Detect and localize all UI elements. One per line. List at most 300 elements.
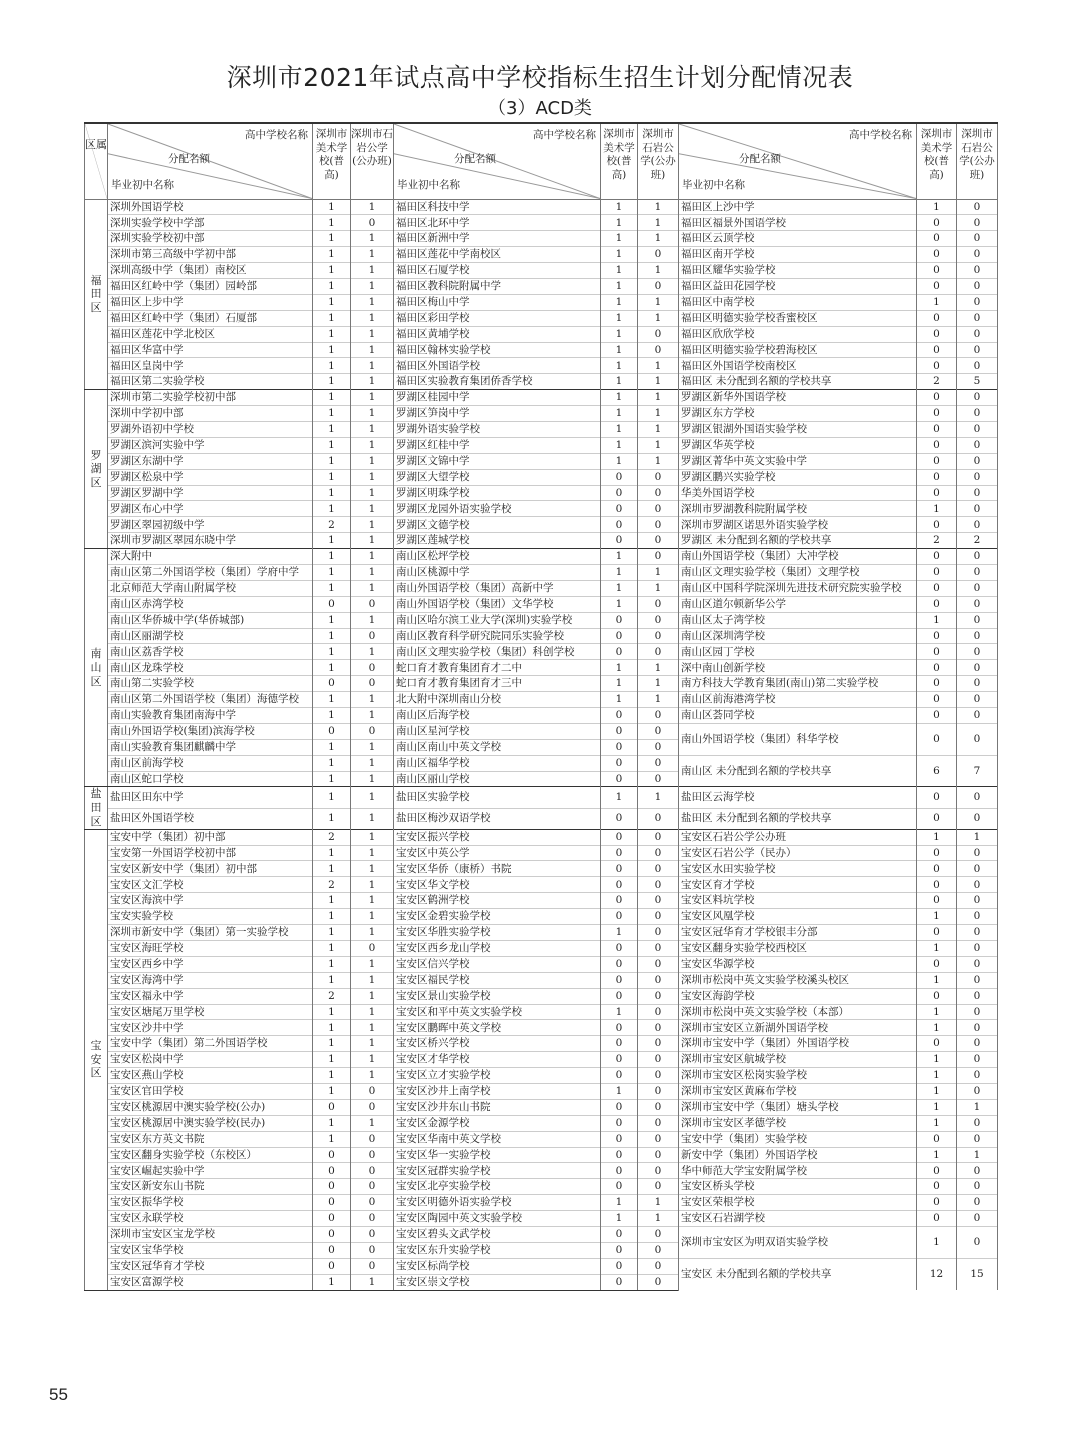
quota-art-cell: 0 (601, 1020, 638, 1036)
table-row (85, 453, 998, 469)
quota-art-cell: 0 (917, 988, 957, 1004)
quota-art-cell: 0 (917, 278, 957, 294)
school-name-cell: 宝安区风凰学校 (679, 909, 917, 925)
quota-shiyan-cell: 0 (957, 644, 998, 660)
quota-shiyan-cell: 1 (957, 1099, 998, 1115)
quota-art-cell: 1 (313, 861, 351, 877)
quota-art-cell: 1 (313, 390, 351, 406)
table-row (85, 517, 998, 533)
quota-art-cell: 1 (917, 1226, 957, 1258)
quota-shiyan-cell: 0 (638, 278, 679, 294)
quota-art-cell: 1 (313, 660, 351, 676)
quota-art-cell: 0 (917, 787, 957, 808)
table-row (85, 278, 998, 294)
table-header (85, 123, 998, 199)
school-name-cell: 南山区哈尔滨工业大学(深圳)实验学校 (394, 612, 601, 628)
quota-shiyan-cell: 1 (638, 374, 679, 390)
quota-shiyan-cell: 0 (957, 358, 998, 374)
school-name-cell: 深圳市宝安中学（集团）外国语学校 (679, 1036, 917, 1052)
table-row (85, 1163, 998, 1179)
quota-shiyan-cell: 1 (351, 644, 394, 660)
quota-art-cell: 0 (601, 755, 638, 771)
quota-art-cell: 0 (917, 1131, 957, 1147)
school-name-cell: 宝安区桃源居中澳实验学校(公办) (108, 1099, 313, 1115)
col-header-art: 深圳市美术学校(普高) (601, 123, 638, 199)
table-row (85, 485, 998, 501)
quota-art-cell: 1 (917, 1083, 957, 1099)
quota-art-cell: 1 (917, 1052, 957, 1068)
quota-art-cell: 0 (917, 708, 957, 724)
district-cell: 福 田 区 (85, 199, 108, 390)
quota-art-cell: 1 (313, 549, 351, 565)
quota-shiyan-cell: 0 (957, 199, 998, 215)
quota-shiyan-cell: 0 (957, 861, 998, 877)
quota-art-cell: 2 (313, 829, 351, 845)
quota-shiyan-cell: 1 (351, 549, 394, 565)
quota-table (84, 122, 998, 1291)
school-name-cell: 罗湖区布心中学 (108, 501, 313, 517)
quota-shiyan-cell: 0 (638, 1020, 679, 1036)
quota-shiyan-cell: 0 (351, 1099, 394, 1115)
quota-shiyan-cell: 0 (638, 893, 679, 909)
quota-art-cell: 0 (601, 956, 638, 972)
quota-shiyan-cell: 1 (351, 988, 394, 1004)
quota-art-cell: 0 (917, 247, 957, 263)
quota-art-cell: 1 (917, 1068, 957, 1084)
quota-shiyan-cell: 0 (351, 1131, 394, 1147)
quota-art-cell: 1 (313, 263, 351, 279)
table-row (85, 676, 998, 692)
table-row (85, 215, 998, 231)
school-name-cell: 深圳实验学校中学部 (108, 215, 313, 231)
school-name-cell: 福田区上步中学 (108, 294, 313, 310)
quota-shiyan-cell: 0 (957, 692, 998, 708)
school-name-cell: 南山外国语学校（集团）大冲学校 (679, 549, 917, 565)
school-name-cell: 宝安区北亭实验学校 (394, 1179, 601, 1195)
school-name-cell: 深大附中 (108, 549, 313, 565)
quota-art-cell: 0 (917, 564, 957, 580)
quota-shiyan-cell: 1 (351, 861, 394, 877)
quota-shiyan-cell: 0 (638, 596, 679, 612)
quota-shiyan-cell: 0 (957, 406, 998, 422)
quota-shiyan-cell: 0 (351, 1258, 394, 1274)
school-name-cell: 南山区桃源中学 (394, 564, 601, 580)
table-row (85, 1131, 998, 1147)
quota-shiyan-cell: 0 (957, 1163, 998, 1179)
school-name-cell: 罗湖区华英学校 (679, 437, 917, 453)
quota-art-cell: 2 (917, 374, 957, 390)
quota-art-cell: 0 (917, 1211, 957, 1227)
quota-shiyan-cell: 0 (638, 628, 679, 644)
quota-art-cell: 0 (601, 533, 638, 549)
quota-shiyan-cell: 0 (957, 580, 998, 596)
quota-art-cell: 0 (601, 1036, 638, 1052)
quota-shiyan-cell: 1 (351, 342, 394, 358)
quota-art-cell: 0 (601, 1099, 638, 1115)
school-name-cell: 福田区教科院附属中学 (394, 278, 601, 294)
school-name-cell: 宝安区新安东山书院 (108, 1179, 313, 1195)
quota-art-cell: 1 (917, 199, 957, 215)
school-name-cell: 宝安区和平中英文实验学校 (394, 1004, 601, 1020)
quota-art-cell: 1 (313, 1083, 351, 1099)
quota-art-cell: 1 (313, 909, 351, 925)
quota-shiyan-cell: 5 (957, 374, 998, 390)
quota-art-cell: 1 (601, 390, 638, 406)
quota-shiyan-cell: 1 (351, 972, 394, 988)
quota-shiyan-cell: 1 (351, 956, 394, 972)
school-name-cell: 南山区南山中英文学校 (394, 739, 601, 755)
table-row (85, 1179, 998, 1195)
school-name-cell: 宝安区华一实验学校 (394, 1147, 601, 1163)
quota-shiyan-cell: 1 (351, 925, 394, 941)
quota-art-cell: 0 (601, 1274, 638, 1290)
quota-art-cell: 1 (313, 787, 351, 808)
school-name-cell: 福田区南开学校 (679, 247, 917, 263)
school-name-cell: 南山区福华学校 (394, 755, 601, 771)
school-name-cell: 蛇口育才教育集团育才三中 (394, 676, 601, 692)
quota-shiyan-cell: 1 (351, 739, 394, 755)
quota-shiyan-cell: 0 (638, 1099, 679, 1115)
quota-art-cell: 0 (313, 596, 351, 612)
school-name-cell: 深圳市松岗中英文实验学校溪头校区 (679, 972, 917, 988)
school-name-cell: 盐田区外国语学校 (108, 808, 313, 829)
quota-shiyan-cell: 0 (957, 972, 998, 988)
quota-shiyan-cell: 0 (957, 940, 998, 956)
quota-art-cell: 1 (313, 421, 351, 437)
school-name-cell: 福田区欣欣学校 (679, 326, 917, 342)
table-row (85, 861, 998, 877)
quota-art-cell: 1 (313, 1115, 351, 1131)
quota-art-cell: 0 (313, 1179, 351, 1195)
table-row (85, 1211, 998, 1227)
school-name-cell: 南山区赤湾学校 (108, 596, 313, 612)
quota-art-cell: 0 (601, 893, 638, 909)
quota-art-cell: 1 (313, 501, 351, 517)
quota-art-cell: 0 (917, 893, 957, 909)
quota-art-cell: 1 (313, 1020, 351, 1036)
quota-shiyan-cell: 0 (351, 1147, 394, 1163)
school-name-cell: 南山区荔香学校 (108, 644, 313, 660)
quota-shiyan-cell: 1 (351, 501, 394, 517)
table-row (85, 808, 998, 829)
table-row (85, 1004, 998, 1020)
school-name-cell: 宝安区海旺学校 (108, 940, 313, 956)
quota-shiyan-cell: 0 (638, 326, 679, 342)
quota-shiyan-cell: 0 (957, 1195, 998, 1211)
quota-art-cell: 0 (601, 972, 638, 988)
quota-art-cell: 0 (601, 909, 638, 925)
quota-art-cell: 1 (313, 1274, 351, 1290)
school-name-cell: 宝安区华南中英文学校 (394, 1131, 601, 1147)
quota-art-cell: 1 (313, 437, 351, 453)
school-name-cell: 宝安区石岩湖学校 (679, 1211, 917, 1227)
school-name-cell: 福田区彩田学校 (394, 310, 601, 326)
quota-art-cell: 0 (917, 421, 957, 437)
quota-art-cell: 0 (313, 1099, 351, 1115)
quota-art-cell: 0 (601, 723, 638, 739)
table-row (85, 660, 998, 676)
col-header-shiyan: 深圳市石岩公学(公办班) (351, 123, 394, 199)
quota-shiyan-cell: 0 (638, 549, 679, 565)
quota-art-cell: 1 (313, 893, 351, 909)
school-name-cell: 宝安区海湾中学 (108, 972, 313, 988)
quota-art-cell: 0 (601, 1258, 638, 1274)
quota-shiyan-cell: 0 (957, 247, 998, 263)
school-name-cell: 宝安区荣根学校 (679, 1195, 917, 1211)
school-name-cell: 南山区松坪学校 (394, 549, 601, 565)
quota-shiyan-cell: 0 (957, 1020, 998, 1036)
table-row (85, 1083, 998, 1099)
school-name-cell: 罗湖区红桂中学 (394, 437, 601, 453)
quota-art-cell: 1 (313, 972, 351, 988)
quota-art-cell: 0 (601, 1179, 638, 1195)
table-row (85, 893, 998, 909)
quota-art-cell: 1 (601, 787, 638, 808)
quota-art-cell: 0 (917, 628, 957, 644)
quota-shiyan-cell: 0 (957, 1036, 998, 1052)
school-name-cell: 南山区蛇口学校 (108, 771, 313, 787)
school-name-cell: 宝安区水田实验学校 (679, 861, 917, 877)
school-name-cell: 宝安区桥兴学校 (394, 1036, 601, 1052)
quota-art-cell: 1 (313, 215, 351, 231)
school-name-cell: 宝安区燕山学校 (108, 1068, 313, 1084)
quota-art-cell: 0 (601, 940, 638, 956)
quota-shiyan-cell: 0 (638, 1068, 679, 1084)
quota-art-cell: 1 (313, 1052, 351, 1068)
table-row (85, 437, 998, 453)
quota-art-cell: 2 (313, 877, 351, 893)
quota-art-cell: 0 (313, 1163, 351, 1179)
quota-art-cell: 0 (917, 215, 957, 231)
district-cell: 宝 安 区 (85, 829, 108, 1290)
school-name-cell: 蛇口育才教育集团育才二中 (394, 660, 601, 676)
school-name-cell: 宝安区富源学校 (108, 1274, 313, 1290)
quota-shiyan-cell: 0 (638, 342, 679, 358)
quota-shiyan-cell: 1 (638, 263, 679, 279)
quota-art-cell: 6 (917, 755, 957, 787)
quota-shiyan-cell: 0 (638, 861, 679, 877)
quota-shiyan-cell: 0 (351, 1163, 394, 1179)
quota-shiyan-cell: 0 (638, 829, 679, 845)
school-name-cell: 福田区皇岗中学 (108, 358, 313, 374)
quota-art-cell: 1 (313, 342, 351, 358)
school-name-cell: 宝安区沙井中学 (108, 1020, 313, 1036)
quota-shiyan-cell: 0 (957, 231, 998, 247)
quota-art-cell: 1 (601, 247, 638, 263)
quota-art-cell: 0 (601, 517, 638, 533)
quota-shiyan-cell: 0 (638, 723, 679, 739)
quota-shiyan-cell: 0 (638, 1083, 679, 1099)
quota-art-cell: 0 (917, 808, 957, 829)
quota-art-cell: 1 (917, 294, 957, 310)
quota-shiyan-cell: 0 (351, 676, 394, 692)
school-name-cell: 福田区福景外国语学校 (679, 215, 917, 231)
quota-art-cell: 1 (313, 1004, 351, 1020)
quota-art-cell: 0 (313, 1242, 351, 1258)
quota-shiyan-cell: 1 (351, 406, 394, 422)
table-row (85, 564, 998, 580)
quota-art-cell: 1 (601, 564, 638, 580)
quota-shiyan-cell: 0 (957, 808, 998, 829)
quota-shiyan-cell: 0 (351, 1083, 394, 1099)
school-name-cell: 深圳市宝安区立新湖外国语学校 (679, 1020, 917, 1036)
school-name-cell: 福田区云顶学校 (679, 231, 917, 247)
table-row (85, 199, 998, 215)
quota-shiyan-cell: 0 (957, 485, 998, 501)
quota-shiyan-cell: 1 (638, 453, 679, 469)
quota-shiyan-cell: 0 (638, 988, 679, 1004)
school-name-cell: 宝安区才华学校 (394, 1052, 601, 1068)
quota-shiyan-cell: 1 (638, 437, 679, 453)
quota-shiyan-cell: 0 (957, 1052, 998, 1068)
quota-art-cell: 1 (601, 549, 638, 565)
school-name-cell: 南山区道尔顿新华公学 (679, 596, 917, 612)
quota-art-cell: 0 (917, 692, 957, 708)
school-name-cell: 宝安区松岗中学 (108, 1052, 313, 1068)
quota-art-cell: 0 (917, 310, 957, 326)
table-row (85, 956, 998, 972)
school-name-cell: 罗湖区桂园中学 (394, 390, 601, 406)
quota-shiyan-cell: 1 (351, 877, 394, 893)
quota-shiyan-cell: 1 (638, 215, 679, 231)
school-name-cell: 罗湖区菁华中英文实验中学 (679, 453, 917, 469)
table-row (85, 374, 998, 390)
quota-art-cell: 1 (917, 1099, 957, 1115)
school-name-cell: 南山区文理实验学校（集团）文理学校 (679, 564, 917, 580)
quota-shiyan-cell: 1 (638, 564, 679, 580)
quota-shiyan-cell: 1 (638, 692, 679, 708)
table-row (85, 501, 998, 517)
quota-shiyan-cell: 0 (351, 596, 394, 612)
quota-shiyan-cell: 0 (638, 755, 679, 771)
quota-art-cell: 1 (601, 263, 638, 279)
quota-art-cell: 0 (917, 956, 957, 972)
school-name-cell: 罗湖区龙园外语实验学校 (394, 501, 601, 517)
school-name-cell: 宝安区西乡龙山学校 (394, 940, 601, 956)
quota-art-cell: 0 (917, 517, 957, 533)
quota-shiyan-cell: 1 (351, 1052, 394, 1068)
quota-art-cell: 1 (601, 342, 638, 358)
school-name-cell: 深圳市罗湖教科院附属学校 (679, 501, 917, 517)
school-name-cell: 深圳市宝安区松岗实验学校 (679, 1068, 917, 1084)
school-name-cell: 福田区莲花中学南校区 (394, 247, 601, 263)
quota-art-cell: 0 (601, 612, 638, 628)
quota-shiyan-cell: 1 (351, 517, 394, 533)
quota-shiyan-cell: 0 (638, 1147, 679, 1163)
quota-art-cell: 0 (917, 263, 957, 279)
quota-shiyan-cell: 0 (957, 278, 998, 294)
school-name-cell: 福田区耀华实验学校 (679, 263, 917, 279)
quota-shiyan-cell: 0 (638, 1274, 679, 1290)
quota-art-cell: 0 (601, 988, 638, 1004)
school-name-cell: 南山区前海港湾学校 (679, 692, 917, 708)
school-name-cell: 罗湖区松泉中学 (108, 469, 313, 485)
quota-art-cell: 1 (601, 1004, 638, 1020)
school-name-cell: 宝安区石岩公学公办班 (679, 829, 917, 845)
quota-shiyan-cell: 0 (638, 247, 679, 263)
school-name-cell: 福田区梅山中学 (394, 294, 601, 310)
school-name-cell: 南山区园丁学校 (679, 644, 917, 660)
quota-shiyan-cell: 0 (957, 294, 998, 310)
quota-shiyan-cell: 1 (351, 1036, 394, 1052)
school-name-cell: 罗湖区鹏兴实验学校 (679, 469, 917, 485)
school-name-cell: 罗湖区文锦中学 (394, 453, 601, 469)
quota-art-cell: 1 (313, 956, 351, 972)
table-row (85, 1052, 998, 1068)
quota-shiyan-cell: 0 (957, 469, 998, 485)
school-name-cell: 宝安区金碧实验学校 (394, 909, 601, 925)
quota-art-cell: 0 (601, 485, 638, 501)
school-name-cell: 宝安区翻身实验学校（东校区） (108, 1147, 313, 1163)
quota-shiyan-cell: 0 (957, 787, 998, 808)
table-row (85, 787, 998, 808)
quota-art-cell: 1 (601, 374, 638, 390)
school-name-cell: 宝安中学（集团）实验学校 (679, 1131, 917, 1147)
quota-shiyan-cell: 1 (638, 310, 679, 326)
quota-shiyan-cell: 0 (957, 263, 998, 279)
quota-shiyan-cell: 0 (957, 723, 998, 755)
school-name-cell: 宝安区华侨（康桥）书院 (394, 861, 601, 877)
quota-art-cell: 0 (313, 1195, 351, 1211)
school-name-cell: 罗湖区大望学校 (394, 469, 601, 485)
quota-shiyan-cell: 1 (351, 893, 394, 909)
school-name-cell: 宝安区冠群实验学校 (394, 1163, 601, 1179)
quota-shiyan-cell: 0 (957, 893, 998, 909)
school-name-cell: 深圳市宝安区黄麻布学校 (679, 1083, 917, 1099)
school-name-cell: 宝安区海滨中学 (108, 893, 313, 909)
quota-shiyan-cell: 0 (957, 676, 998, 692)
table-row (85, 829, 998, 845)
school-name-cell: 宝安区桃源居中澳实验学校(民办) (108, 1115, 313, 1131)
quota-art-cell: 1 (601, 310, 638, 326)
quota-art-cell: 0 (601, 1163, 638, 1179)
table-row (85, 1195, 998, 1211)
quota-art-cell: 0 (917, 469, 957, 485)
quota-art-cell: 0 (601, 501, 638, 517)
quota-art-cell: 0 (917, 676, 957, 692)
quota-shiyan-cell: 0 (957, 1115, 998, 1131)
quota-art-cell: 0 (313, 1258, 351, 1274)
quota-art-cell: 0 (917, 1163, 957, 1179)
quota-art-cell: 1 (313, 940, 351, 956)
diagonal-header-cell: 高中学校名称 分配名额 毕业初中名称 (108, 123, 313, 199)
school-name-cell: 宝安区鹤洲学校 (394, 893, 601, 909)
school-name-cell: 罗湖区翠园初级中学 (108, 517, 313, 533)
quota-art-cell: 1 (601, 692, 638, 708)
table-row (85, 596, 998, 612)
school-name-cell: 宝安实验学校 (108, 909, 313, 925)
quota-shiyan-cell: 1 (351, 771, 394, 787)
quota-shiyan-cell: 1 (351, 421, 394, 437)
quota-shiyan-cell: 0 (957, 1131, 998, 1147)
table-row (85, 549, 998, 565)
quota-art-cell: 0 (917, 925, 957, 941)
school-name-cell: 南山区荟同学校 (679, 708, 917, 724)
school-name-cell: 宝安区中英公学 (394, 845, 601, 861)
school-name-cell: 南山区第二外国语学校（集团）海德学校 (108, 692, 313, 708)
diagonal-header-cell: 高中学校名称 分配名额 毕业初中名称 (394, 123, 601, 199)
table-row (85, 1115, 998, 1131)
quota-art-cell: 1 (601, 660, 638, 676)
quota-art-cell: 1 (917, 1020, 957, 1036)
school-name-cell: 罗湖区新华外国语学校 (679, 390, 917, 406)
quota-shiyan-cell: 1 (638, 1211, 679, 1227)
quota-art-cell: 0 (601, 808, 638, 829)
quota-shiyan-cell: 1 (351, 294, 394, 310)
quota-art-cell: 0 (313, 1211, 351, 1227)
table-row (85, 231, 998, 247)
school-name-cell: 深圳市宝安区孝德学校 (679, 1115, 917, 1131)
